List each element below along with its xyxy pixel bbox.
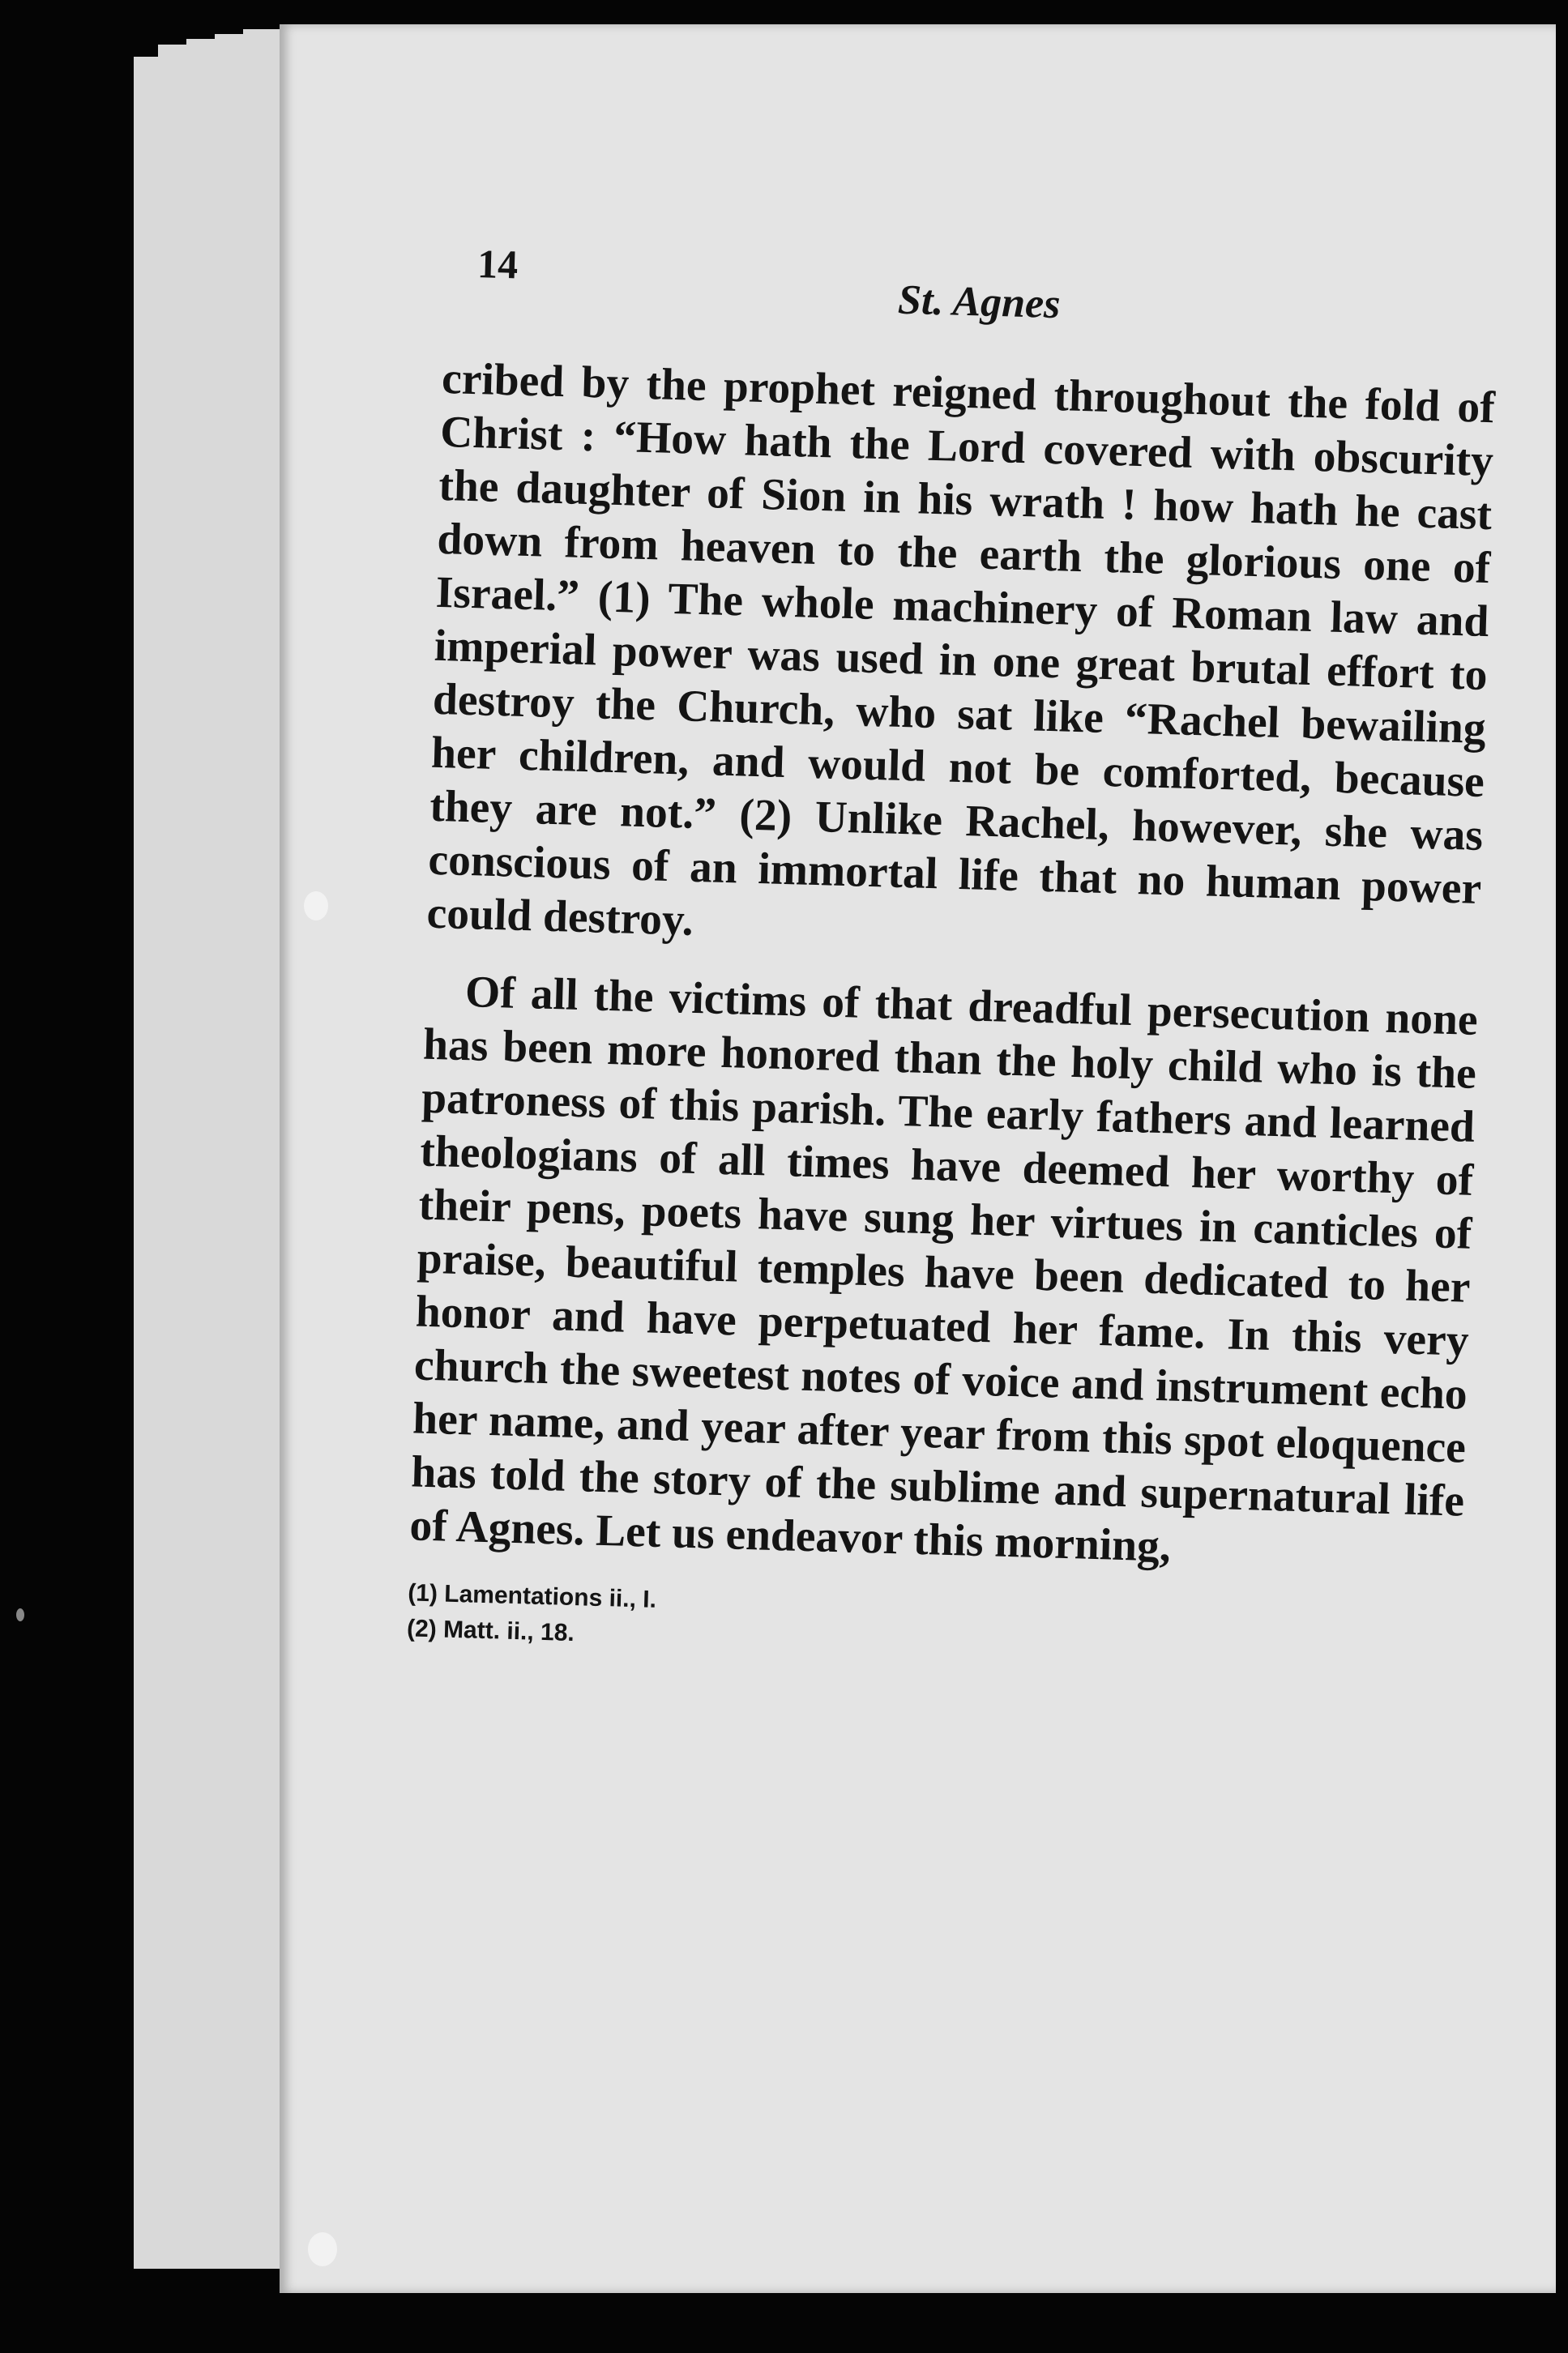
- scan-speck: [304, 891, 328, 920]
- page-content: [406, 239, 1498, 1676]
- footnote: (1) Lamentations ii., I.: [407, 1579, 657, 1613]
- paragraph: Of all the victims of that dreadful persecution none has been more honored than the holy child who is the patroness of this parish. The early fathers and learned theologians of all times have deemed her worthy of their pens, poets have sung her virtues in canticles of praise, beautiful temples have been dedicated to her honor and have perpetuated her fame. In this very church the sweetest notes of voice and instrument echo her name, and year after year from this spot eloquence has told the story of the sublime and supernatural life of Agnes. Let us endeavor this morning,: [408, 967, 1479, 1572]
- running-head: St. Agnes: [897, 276, 1062, 328]
- book-page: [280, 24, 1556, 2293]
- footnote: (2) Matt. ii., 18.: [406, 1615, 575, 1647]
- paragraph: cribed by the prophet reigned throughout the fold of Christ : “How hath the Lord covered with obscurity the daughter of Sion in his wrath ! how hath he cast down from heaven to the earth the glorious one of Israel.” (1) The whole machinery of Roman law and imperial power was used in one great brutal effort to destroy the Church, who sat like “Rachel bewailing her children, and would not be comforted, because they are not.” (2) Unlike Rachel, however, she was conscious of an immortal life that no human power could destroy.: [425, 353, 1496, 946]
- scan-speck: [308, 2232, 337, 2266]
- footnotes: [406, 1575, 1461, 1676]
- page-number: 14: [476, 241, 519, 288]
- page-header: [443, 239, 1499, 357]
- scan-speck: [16, 1608, 24, 1621]
- body-text: [409, 352, 1496, 1582]
